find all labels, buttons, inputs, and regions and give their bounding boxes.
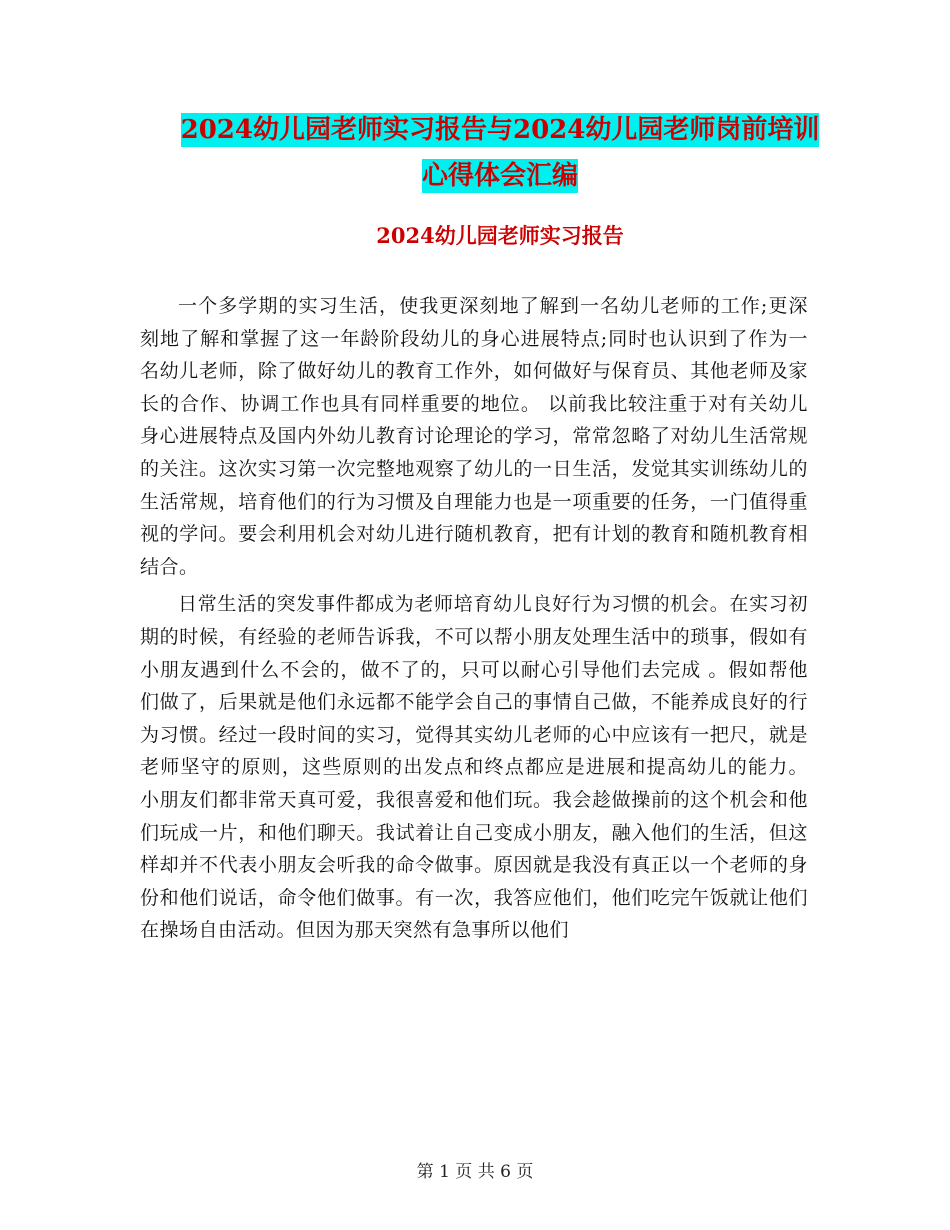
title-highlight: 心得体会汇编 [421,161,578,191]
title-highlight: 2024幼儿园老师实习报告与2024幼儿园老师岗前培训 [180,115,820,145]
section-title: 2024幼儿园老师实习报告 [376,223,624,248]
paragraph-2: 日常生活的突发事件都成为老师培育幼儿良好行为习惯的机会。在实习初期的时候，有经验的老师告诉我，不可以帮小朋友处理生活中的琐事，假如有小朋友遇到什么不会的，做不了的，只可以耐心引导他们去完成 。假如帮他们做了，后果就是他们永远都不能学会自己的事情自己做，不能养成良好的行为习惯。经过一段时间的实习，觉得其实幼儿老师的心中应该有一把尺，就是老师坚守的原则，这些原则的出发点和终点都应是进展和提高幼儿的能力。 小朋友们都非常天真可爱，我很喜爱和他们玩。我会趁做操前的这个机会和他们玩成一片，和他们聊天。我试着让自己变成小朋友，融入他们的生活，但这样却并不代表小朋友会听我的命令做事。原因就是我没有真正以一个老师的身份和他们说话，命令他们做事。有一次，我答应他们，他们吃完午饭就让他们在操场自由活动。但因为那天突然有急事所以他们 [140,593,808,942]
body-text [140,290,808,952]
document-title-line-1 [140,110,860,150]
paragraph-1: 一个多学期的实习生活，使我更深刻地了解到一名幼儿老师的工作;更深刻地了解和掌握了这一年龄阶段幼儿的身心进展特点;同时也认识到了作为一名幼儿老师，除了做好幼儿的教育工作外，如何做好与保育员、其他老师及家长的合作、协调工作也具有同样重要的地位。 以前我比较注重于对有关幼儿身心进展特点及国内外幼儿教育讨论理论的学习，常常忽略了对幼儿生活常规的关注。这次实习第一次完整地观察了幼儿的一日生活，发觉其实训练幼儿的生活常规，培育他们的行为习惯及自理能力也是一项重要的任务，一门值得重视的学问。要会利用机会对幼儿进行随机教育，把有计划的教育和随机教育相结合。 [140,295,808,578]
page-footer: 第 1 页 共 6 页 [416,1162,534,1182]
document-title-line-2 [140,156,860,196]
